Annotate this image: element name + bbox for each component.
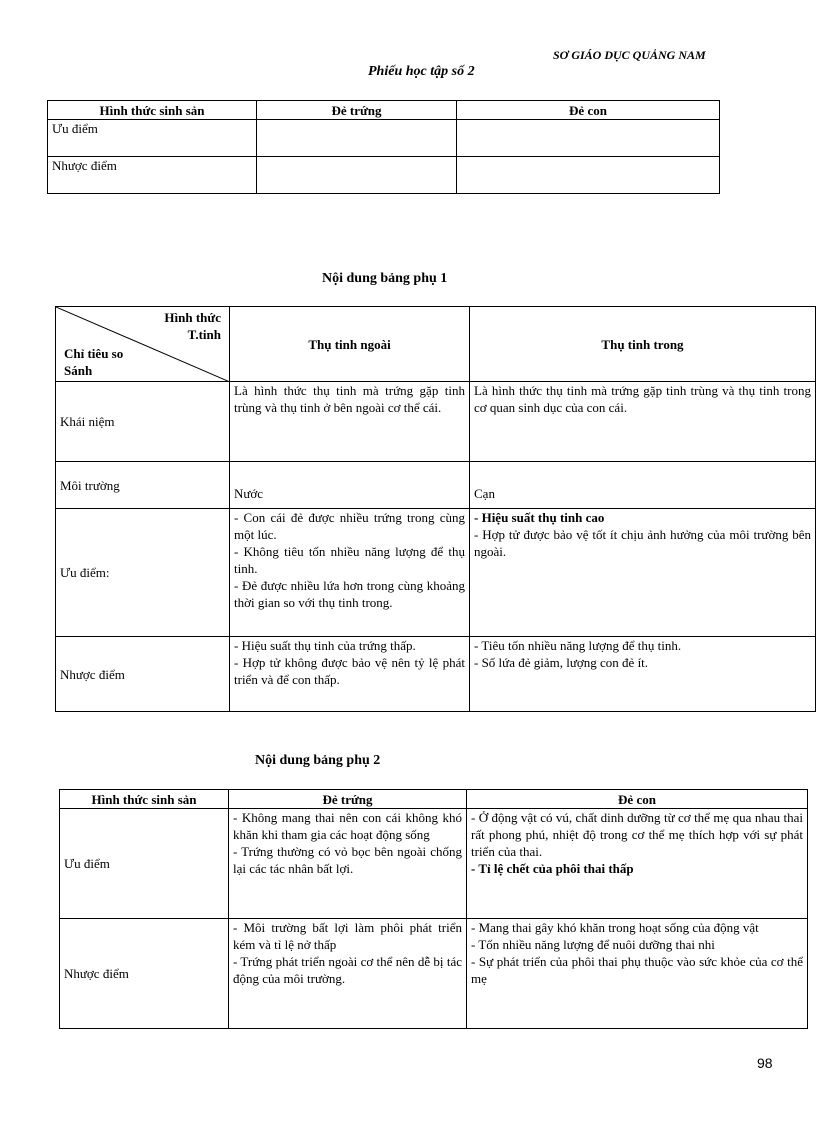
worksheet-header-row	[48, 101, 720, 120]
table-row	[60, 809, 808, 919]
col-header-live: Đẻ con	[467, 790, 808, 809]
cell-internal-environment: Cạn	[470, 462, 816, 509]
cell-live-disadvantages	[467, 919, 808, 1029]
col-header-external: Thụ tinh ngoài	[230, 307, 470, 382]
list-item: - Môi trường bất lợi làm phôi phát triển kém và tỉ lệ nở thấp	[233, 920, 462, 952]
worksheet-table	[47, 100, 720, 194]
corner-top-label	[164, 309, 221, 343]
list-item: - Tỉ lệ chết của phôi thai thấp	[471, 861, 634, 876]
cell-external-environment: Nước	[230, 462, 470, 509]
fertilization-header-row	[56, 307, 816, 382]
list-item: - Con cái đẻ được nhiều trứng trong cùng một lúc.	[234, 510, 465, 542]
cell-external-disadvantages	[230, 637, 470, 712]
empty-cell	[457, 157, 720, 194]
empty-cell	[257, 157, 457, 194]
row-label-disadvantages: Nhược điểm	[60, 919, 229, 1029]
section-title-2: Nội dung bảng phụ 2	[255, 753, 381, 768]
corner-top-line: T.tinh	[187, 327, 221, 342]
reproduction-header-row	[60, 790, 808, 809]
corner-bottom-line: Sánh	[64, 363, 93, 378]
list-item: - Hợp tử được bảo vệ tốt ít chịu ảnh hưởng của môi trường bên ngoài.	[474, 527, 811, 559]
list-item: - Mang thai gây khó khăn trong hoạt sống của động vật	[471, 920, 759, 935]
row-label-advantages: Ưu điểm	[60, 809, 229, 919]
col-header-internal: Thụ tinh trong	[470, 307, 816, 382]
cell-egg-advantages	[229, 809, 467, 919]
row-label-advantages: Ưu điểm:	[56, 509, 230, 637]
list-item: - Sự phát triển của phôi thai phụ thuộc vào sức khỏe của cơ thể mẹ	[471, 954, 803, 986]
col-header-egg: Đẻ trứng	[229, 790, 467, 809]
table-row	[56, 382, 816, 462]
fertilization-table	[55, 306, 816, 712]
cell-external-concept: Là hình thức thụ tinh mà trứng gặp tinh trùng và thụ tinh ở bên ngoài cơ thể cái.	[230, 382, 470, 462]
corner-top-line: Hình thức	[164, 310, 221, 325]
cell-external-advantages	[230, 509, 470, 637]
cell-internal-concept: Là hình thức thụ tinh mà trứng gặp tinh trùng và thụ tinh trong cơ quan sinh dục của con cái.	[470, 382, 816, 462]
empty-cell	[457, 120, 720, 157]
list-item: - Tốn nhiều năng lượng để nuôi dưỡng thai nhi	[471, 937, 715, 952]
cell-internal-disadvantages	[470, 637, 816, 712]
col-header-live: Đẻ con	[457, 101, 720, 120]
row-label-disadvantages: Nhược điểm	[48, 157, 257, 194]
corner-bottom-line: Chỉ tiêu so	[64, 346, 124, 361]
list-item: - Tiêu tốn nhiều năng lượng để thụ tinh.	[474, 638, 682, 653]
col-header-egg: Đẻ trứng	[257, 101, 457, 120]
row-label-disadvantages: Nhược điểm	[56, 637, 230, 712]
sheet-title: Phiếu học tập số 2	[368, 64, 475, 79]
list-item: - Hợp tử không được bảo vệ nên tỷ lệ phát triển và để con thấp.	[234, 655, 465, 687]
corner-bottom-label	[64, 345, 123, 379]
list-item: - Số lứa đẻ giảm, lượng con đẻ ít.	[474, 655, 649, 670]
diagonal-header-cell	[56, 307, 230, 382]
table-row	[56, 509, 816, 637]
list-item: - Ở động vật có vú, chất dinh dưỡng từ cơ thể mẹ qua nhau thai rất phong phú, nhiệt độ trong cơ thể mẹ thích hợp với sự phát triển của thai.	[471, 810, 803, 859]
col-header-form: Hình thức sinh sản	[48, 101, 257, 120]
list-item: - Hiệu suất thụ tinh của trứng thấp.	[234, 638, 416, 653]
list-item: - Hiệu suất thụ tinh cao	[474, 510, 605, 525]
row-label-advantages: Ưu điểm	[48, 120, 257, 157]
cell-internal-advantages	[470, 509, 816, 637]
cell-egg-disadvantages	[229, 919, 467, 1029]
table-row	[60, 919, 808, 1029]
table-row	[48, 157, 720, 194]
col-header-form: Hình thức sinh sản	[60, 790, 229, 809]
list-item: - Không mang thai nên con cái không khó khăn khi tham gia các hoạt động sống	[233, 810, 462, 842]
list-item: - Trứng thường có vỏ bọc bên ngoài chống lại các tác nhân bất lợi.	[233, 844, 462, 876]
section-title-1: Nội dung bảng phụ 1	[322, 271, 448, 286]
table-row	[48, 120, 720, 157]
empty-cell	[257, 120, 457, 157]
list-item: - Trứng phát triển ngoài cơ thể nên dễ bị tác động của môi trường.	[233, 954, 462, 986]
cell-live-advantages	[467, 809, 808, 919]
list-item: - Không tiêu tốn nhiều năng lượng để thụ tinh.	[234, 544, 465, 576]
row-label-concept: Khái niệm	[56, 382, 230, 462]
row-label-environment: Môi trường	[56, 462, 230, 509]
table-row	[56, 637, 816, 712]
page-number: 98	[757, 1055, 773, 1071]
table-row	[56, 462, 816, 509]
header-org: SƠ GIÁO DỤC QUẢNG NAM	[553, 48, 706, 62]
reproduction-table	[59, 789, 808, 1029]
list-item: - Đẻ được nhiều lứa hơn trong cùng khoảng thời gian so với thụ tinh trong.	[234, 578, 465, 610]
